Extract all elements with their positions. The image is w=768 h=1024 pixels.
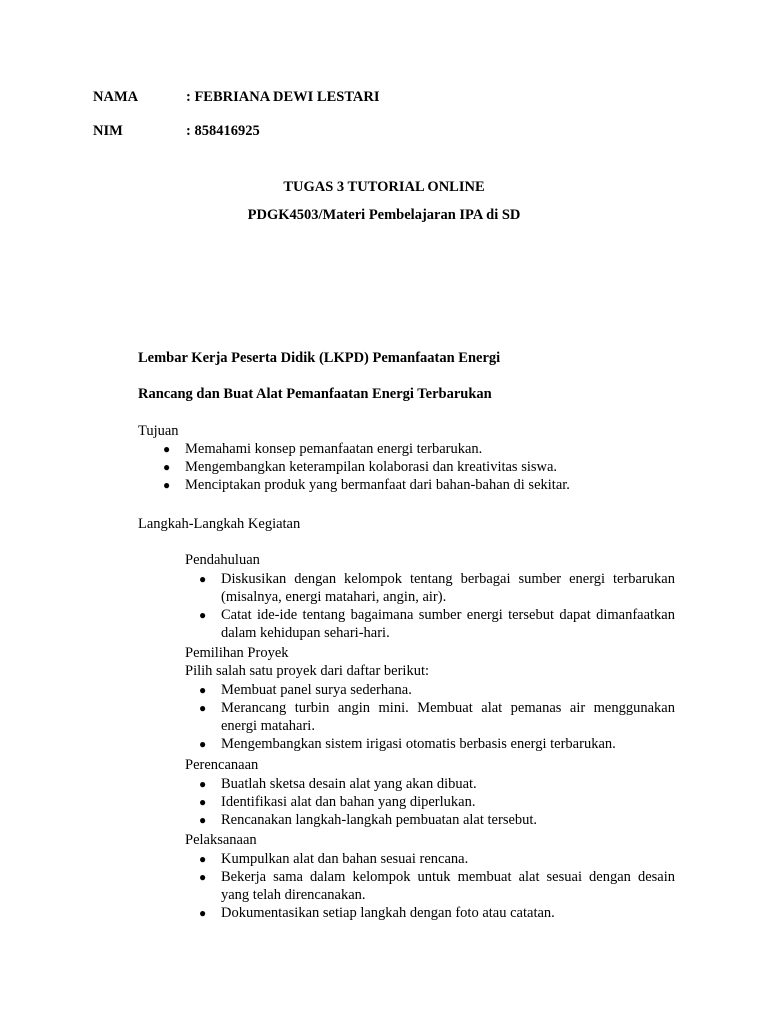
bullet-icon: ●	[199, 777, 207, 791]
langkah-label: Langkah-Langkah Kegiatan	[138, 516, 301, 532]
bullet-icon: ●	[199, 813, 207, 827]
pelaksanaan-label: Pelaksanaan	[185, 832, 257, 848]
nim-value: : 858416925	[186, 123, 260, 139]
bullet-icon: ●	[199, 795, 207, 809]
pendahuluan-label: Pendahuluan	[185, 552, 260, 568]
bullet-icon: ●	[199, 683, 207, 697]
perencanaan-list	[199, 775, 675, 829]
tujuan-list	[163, 440, 685, 494]
nim-label: NIM	[93, 123, 123, 139]
pemilihan-intro: Pilih salah satu proyek dari daftar berikut:	[185, 663, 430, 679]
bullet-icon: ●	[199, 906, 207, 920]
bullet-icon: ●	[199, 870, 207, 884]
bullet-icon: ●	[199, 701, 207, 715]
bullet-icon: ●	[199, 608, 207, 622]
list-item: ● Kumpulkan alat dan bahan sesuai rencana.	[199, 851, 469, 867]
bullet-icon: ●	[199, 572, 207, 586]
list-item: ● Catat ide-ide tentang bagaimana sumber energi tersebut dapat dimanfaatkan dalam kehidupan sehari-hari.	[199, 607, 675, 641]
list-item: ● Mengembangkan sistem irigasi otomatis berbasis energi terbarukan.	[199, 736, 616, 752]
tujuan-label: Tujuan	[138, 423, 179, 439]
list-item: ● Menciptakan produk yang bermanfaat dari bahan-bahan di sekitar.	[163, 477, 570, 493]
list-item: ● Rencanakan langkah-langkah pembuatan alat tersebut.	[199, 812, 538, 828]
lkpd-subheading: Rancang dan Buat Alat Pemanfaatan Energi Terbarukan	[138, 386, 492, 402]
bullet-icon: ●	[163, 460, 171, 474]
pemilihan-label: Pemilihan Proyek	[185, 645, 289, 661]
list-item: ● Buatlah sketsa desain alat yang akan dibuat.	[199, 776, 477, 792]
list-item: ● Dokumentasikan setiap langkah dengan foto atau catatan.	[199, 905, 555, 921]
list-item: ● Merancang turbin angin mini. Membuat alat pemanas air menggunakan energi matahari.	[199, 700, 675, 734]
list-item: ● Identifikasi alat dan bahan yang diperlukan.	[199, 794, 476, 810]
bullet-icon: ●	[199, 852, 207, 866]
lkpd-heading: Lembar Kerja Peserta Didik (LKPD) Pemanfaatan Energi	[138, 350, 501, 366]
perencanaan-label: Perencanaan	[185, 757, 259, 773]
pendahuluan-list	[199, 570, 675, 642]
assignment-title: TUGAS 3 TUTORIAL ONLINE	[283, 179, 485, 195]
pelaksanaan-list	[199, 850, 675, 922]
pemilihan-list	[199, 681, 675, 753]
bullet-icon: ●	[163, 478, 171, 492]
bullet-icon: ●	[163, 442, 171, 456]
list-item: ● Diskusikan dengan kelompok tentang berbagai sumber energi terbarukan (misalnya, energi matahari, angin, air).	[199, 571, 675, 605]
course-title: PDGK4503/Materi Pembelajaran IPA di SD	[247, 207, 521, 223]
nama-value: : FEBRIANA DEWI LESTARI	[186, 89, 380, 105]
nama-label: NAMA	[93, 89, 139, 105]
bullet-icon: ●	[199, 737, 207, 751]
list-item: ● Mengembangkan keterampilan kolaborasi dan kreativitas siswa.	[163, 459, 558, 475]
list-item: ● Memahami konsep pemanfaatan energi terbarukan.	[163, 441, 483, 457]
list-item: ● Bekerja sama dalam kelompok untuk membuat alat sesuai dengan desain yang telah direncanakan.	[199, 869, 675, 903]
list-item: ● Membuat panel surya sederhana.	[199, 682, 412, 698]
